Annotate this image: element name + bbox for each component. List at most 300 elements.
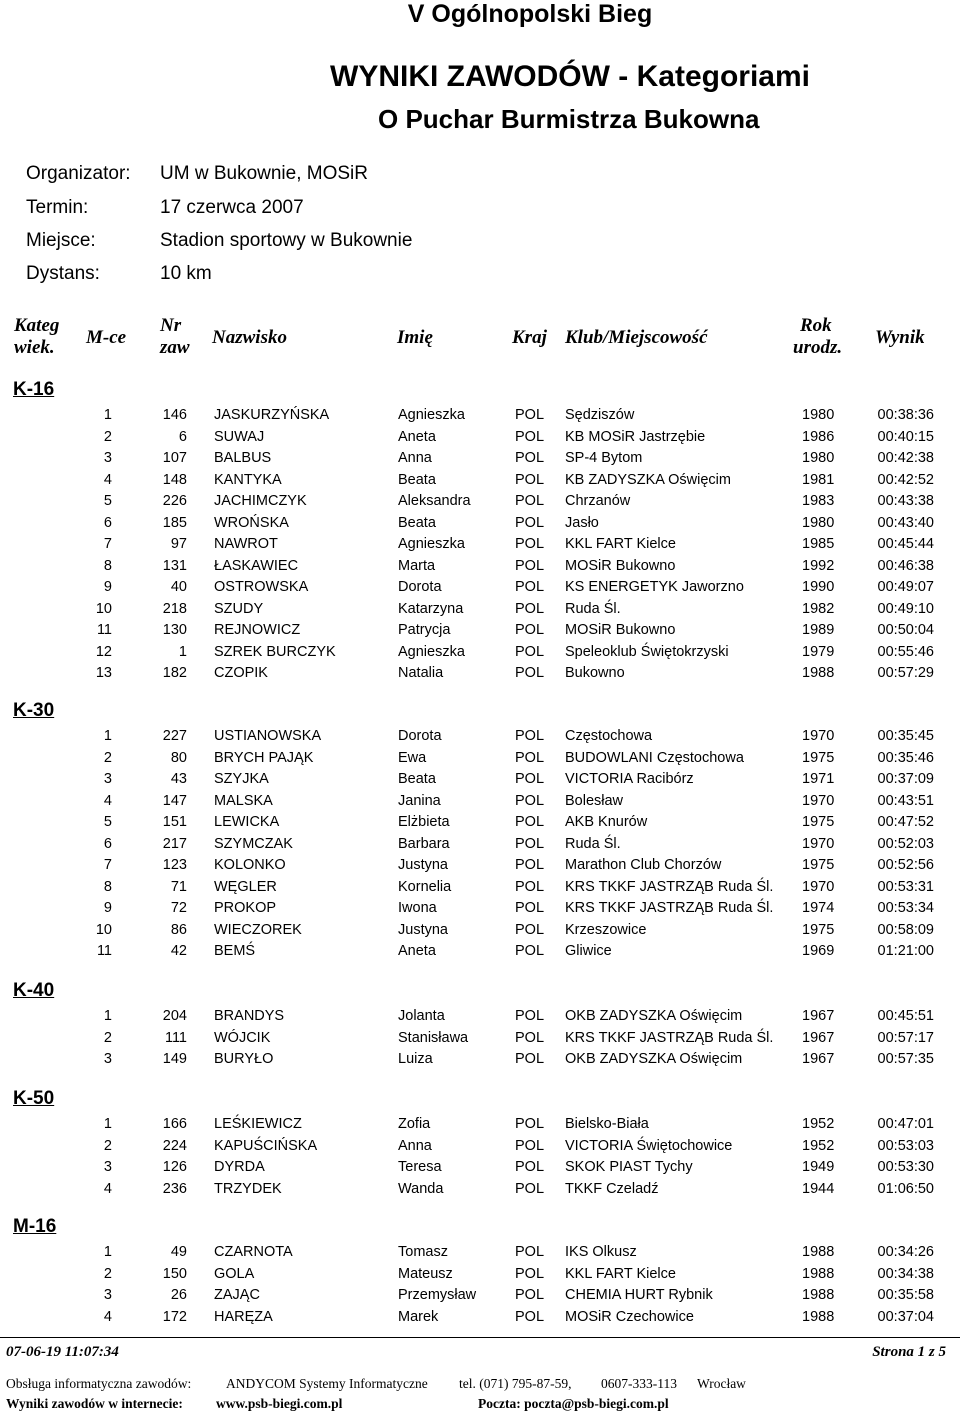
cell-result: 00:57:35 [877, 1051, 934, 1067]
cell-bib: 131 [162, 557, 187, 574]
cell-bib: 182 [162, 665, 187, 681]
cell-country: POL [515, 857, 545, 873]
cell-result: 00:53:31 [877, 878, 934, 895]
cell-place: 4 [103, 1180, 112, 1197]
table-row [0, 728, 960, 748]
cell-bib: 149 [162, 1051, 187, 1067]
cell-birth-year: 1992 [802, 557, 835, 574]
cell-surname: LEŚKIEWICZ [214, 1116, 302, 1132]
cell-surname: JACHIMCZYK [214, 493, 307, 509]
cell-result: 00:57:29 [877, 665, 934, 681]
cell-birth-year: 1969 [802, 943, 835, 959]
cell-result: 00:52:56 [877, 857, 934, 873]
cell-birth-year: 1967 [802, 1029, 835, 1046]
cell-first-name: Agnieszka [398, 536, 465, 552]
cell-birth-year: 1949 [802, 1159, 835, 1175]
cell-birth-year: 1980 [802, 514, 835, 531]
footer-web-label: Wyniki zawodów w internecie: [6, 1396, 183, 1411]
cell-place: 6 [103, 835, 112, 852]
cell-place: 1 [103, 728, 112, 744]
cell-surname: CZOPIK [214, 665, 268, 681]
cell-bib: 185 [162, 514, 187, 531]
print-timestamp: 07-06-19 11:07:34 [6, 1344, 119, 1360]
cell-country: POL [515, 749, 545, 766]
cell-bib: 147 [162, 792, 187, 809]
cell-place: 11 [96, 943, 112, 959]
table-row [0, 644, 960, 664]
cell-surname: WĘGLER [214, 878, 277, 895]
cell-surname: SZREK BURCZYK [214, 643, 336, 660]
cell-country: POL [515, 1051, 545, 1067]
event-title: V Ogólnopolski Bieg [407, 0, 653, 28]
cell-country: POL [515, 921, 545, 938]
table-row [0, 1008, 960, 1028]
category-heading: K-16 [13, 379, 55, 400]
cell-first-name: Beata [398, 514, 436, 531]
cell-surname: BURYŁO [214, 1051, 274, 1067]
page-number: Strona 1 z 5 [872, 1344, 946, 1360]
cell-birth-year: 1975 [802, 814, 835, 830]
cell-surname: JASKURZYŃSKA [214, 407, 330, 423]
cell-club: OKB ZADYSZKA Oświęcim [565, 1008, 743, 1024]
cell-country: POL [515, 900, 545, 916]
cell-first-name: Barbara [398, 835, 450, 852]
cell-club: Chrzanów [565, 493, 631, 509]
cell-surname: ŁASKAWIEC [214, 557, 299, 574]
cell-first-name: Luiza [398, 1051, 433, 1067]
cell-bib: 26 [170, 1287, 187, 1303]
cell-result: 00:34:26 [877, 1244, 934, 1260]
cell-birth-year: 1967 [802, 1051, 835, 1067]
cell-bib: 71 [170, 878, 187, 895]
cell-place: 10 [95, 921, 112, 938]
cell-birth-year: 1983 [802, 493, 835, 509]
cell-result: 00:42:38 [877, 450, 934, 466]
cell-surname: KOLONKO [214, 857, 286, 873]
cell-birth-year: 1988 [802, 1265, 835, 1282]
cell-club: Jasło [565, 514, 599, 531]
col-header-firstname: Imię [397, 327, 433, 348]
cell-place: 5 [103, 814, 112, 830]
cell-club: Krzeszowice [565, 921, 647, 938]
table-row [0, 1309, 960, 1329]
cell-bib: 111 [164, 1029, 187, 1046]
cell-first-name: Aneta [398, 428, 436, 445]
cell-club: Bolesław [565, 792, 624, 809]
cell-result: 00:53:34 [877, 900, 934, 916]
cell-place: 2 [103, 749, 112, 766]
cell-country: POL [515, 600, 545, 617]
cell-bib: 126 [162, 1159, 187, 1175]
cell-surname: NAWROT [214, 536, 278, 552]
cell-club: KKL FART Kielce [565, 1265, 676, 1282]
cell-place: 4 [103, 792, 112, 809]
cell-first-name: Aneta [398, 943, 436, 959]
table-row [0, 836, 960, 856]
table-row [0, 793, 960, 813]
cell-country: POL [515, 514, 545, 531]
cell-club: IKS Olkusz [565, 1244, 637, 1260]
cell-surname: OSTROWSKA [214, 579, 309, 595]
cell-country: POL [515, 792, 545, 809]
table-row [0, 1287, 960, 1307]
table-row [0, 472, 960, 492]
cell-place: 9 [103, 900, 112, 916]
table-row [0, 1116, 960, 1136]
cell-place: 8 [103, 557, 112, 574]
cell-country: POL [515, 471, 545, 488]
category-heading: M-16 [13, 1216, 57, 1237]
cell-surname: LEWICKA [214, 814, 280, 830]
cell-surname: PROKOP [214, 900, 277, 916]
cell-club: Sędziszów [565, 407, 635, 423]
organizer-value: UM w Bukownie, MOSiR [160, 163, 368, 184]
cell-place: 2 [103, 428, 112, 445]
cell-result: 00:53:30 [877, 1159, 934, 1175]
cell-surname: WÓJCIK [214, 1029, 271, 1046]
cell-country: POL [515, 943, 545, 959]
cell-club: VICTORIA Racibórz [565, 771, 694, 787]
cell-result: 00:35:46 [877, 749, 934, 766]
cell-country: POL [515, 622, 545, 638]
results-title: WYNIKI ZAWODÓW - Kategoriami [330, 60, 810, 93]
table-row [0, 879, 960, 899]
cell-country: POL [515, 771, 545, 787]
cell-birth-year: 1944 [802, 1180, 835, 1197]
cell-club: KKL FART Kielce [565, 536, 676, 552]
col-header-bib: Nr [160, 315, 182, 336]
cell-country: POL [515, 1287, 545, 1303]
cell-bib: 218 [162, 600, 187, 617]
cell-surname: BEMŚ [214, 943, 256, 959]
cell-birth-year: 1990 [802, 579, 835, 595]
table-row [0, 943, 960, 963]
date-value: 17 czerwca 2007 [160, 197, 304, 218]
cell-birth-year: 1986 [802, 428, 835, 445]
table-row [0, 622, 960, 642]
cell-club: KRS TKKF JASTRZĄB Ruda Śl. [565, 878, 774, 895]
cell-surname: SZYJKA [214, 771, 269, 787]
cell-club: CHEMIA HURT Rybnik [565, 1287, 713, 1303]
cell-birth-year: 1982 [802, 600, 835, 617]
cell-club: Gliwice [565, 943, 612, 959]
cell-birth-year: 1980 [802, 407, 835, 423]
cell-club: AKB Knurów [565, 814, 648, 830]
cell-first-name: Teresa [398, 1159, 442, 1175]
cell-first-name: Przemysław [398, 1287, 477, 1303]
cell-country: POL [515, 814, 545, 830]
cell-club: Bielsko-Biała [565, 1116, 649, 1132]
place-label: Miejsce: [26, 230, 96, 251]
cell-bib: 151 [162, 814, 187, 830]
cell-result: 00:50:04 [877, 622, 934, 638]
cell-result: 01:06:50 [877, 1180, 934, 1197]
table-row [0, 1181, 960, 1201]
cell-club: OKB ZADYSZKA Oświęcim [565, 1051, 743, 1067]
cell-result: 00:53:03 [877, 1137, 934, 1154]
cell-result: 00:40:15 [877, 428, 934, 445]
cell-result: 01:21:00 [877, 943, 934, 959]
table-row [0, 814, 960, 834]
cell-country: POL [515, 1244, 545, 1260]
cell-birth-year: 1952 [802, 1116, 835, 1132]
table-row [0, 1159, 960, 1179]
table-row [0, 771, 960, 791]
cell-birth-year: 1979 [802, 643, 835, 660]
cell-bib: 49 [170, 1244, 187, 1260]
footer-mobile: 0607-333-113 [601, 1376, 677, 1391]
cell-bib: 224 [162, 1137, 187, 1154]
table-row [0, 750, 960, 770]
cell-first-name: Justyna [398, 921, 448, 938]
cell-result: 00:45:51 [877, 1008, 934, 1024]
cell-bib: 130 [162, 622, 187, 638]
cell-birth-year: 1974 [802, 900, 835, 916]
cell-bib: 97 [170, 536, 187, 552]
cell-first-name: Ewa [398, 749, 427, 766]
cell-result: 00:58:09 [877, 921, 934, 938]
col-header-surname: Nazwisko [212, 327, 287, 348]
footer-phone: tel. (071) 795-87-59, [459, 1376, 572, 1391]
category-heading: K-30 [13, 700, 55, 721]
cell-birth-year: 1988 [802, 1308, 835, 1325]
cell-bib: 86 [170, 921, 187, 938]
cell-place: 1 [103, 1116, 112, 1132]
cell-place: 4 [103, 1308, 112, 1325]
cell-club: MOSiR Czechowice [565, 1308, 694, 1325]
cell-place: 4 [103, 471, 112, 488]
date-label: Termin: [26, 197, 89, 218]
cell-place: 1 [103, 407, 112, 423]
cell-bib: 227 [162, 728, 187, 744]
table-row [0, 601, 960, 621]
cell-country: POL [515, 1137, 545, 1154]
cell-country: POL [515, 1116, 545, 1132]
cell-first-name: Janina [398, 792, 441, 809]
cell-place: 2 [103, 1265, 112, 1282]
cell-bib: 72 [170, 900, 187, 916]
cell-place: 3 [103, 1287, 112, 1303]
cell-surname: REJNOWICZ [214, 622, 301, 638]
cell-place: 7 [103, 857, 112, 873]
cell-first-name: Mateusz [398, 1265, 453, 1282]
cell-place: 2 [103, 1137, 112, 1154]
cell-birth-year: 1970 [802, 878, 835, 895]
cell-club: Marathon Club Chorzów [565, 857, 722, 873]
footer-email[interactable]: Poczta: poczta@psb-biegi.com.pl [478, 1396, 669, 1411]
table-row [0, 450, 960, 470]
cell-surname: USTIANOWSKA [214, 728, 322, 744]
cell-country: POL [515, 728, 545, 744]
cell-club: BUDOWLANI Częstochowa [565, 749, 744, 766]
cell-birth-year: 1975 [802, 921, 835, 938]
category-heading: K-50 [13, 1088, 55, 1109]
cell-surname: GOLA [214, 1265, 255, 1282]
cell-result: 00:38:36 [877, 407, 934, 423]
footer-service-label: Obsługa informatyczna zawodów: [6, 1376, 192, 1391]
cell-birth-year: 1988 [802, 665, 835, 681]
cell-country: POL [515, 665, 545, 681]
col-header-bib-2: zaw [160, 337, 190, 358]
cell-bib: 226 [162, 493, 187, 509]
cell-bib: 6 [178, 428, 187, 445]
table-row [0, 1051, 960, 1071]
cell-first-name: Anna [398, 450, 432, 466]
cell-first-name: Tomasz [398, 1244, 448, 1260]
cell-birth-year: 1980 [802, 450, 835, 466]
col-header-club: Klub/Miejscowość [565, 327, 708, 348]
cell-place: 3 [103, 1159, 112, 1175]
table-row [0, 515, 960, 535]
cell-place: 3 [103, 1051, 112, 1067]
cell-birth-year: 1970 [802, 835, 835, 852]
cell-result: 00:35:58 [877, 1287, 934, 1303]
cell-first-name: Kornelia [398, 878, 452, 895]
table-row [0, 536, 960, 556]
cell-country: POL [515, 579, 545, 595]
col-header-category-2: wiek. [14, 337, 55, 358]
cell-first-name: Marek [398, 1308, 439, 1325]
cup-title: O Puchar Burmistrza Bukowna [378, 104, 760, 134]
cell-bib: 148 [162, 471, 187, 488]
cell-first-name: Iwona [398, 900, 437, 916]
cell-club: Częstochowa [565, 728, 653, 744]
cell-birth-year: 1985 [802, 536, 835, 552]
cell-result: 00:47:01 [877, 1116, 934, 1132]
cell-country: POL [515, 643, 545, 660]
cell-surname: DYRDA [214, 1159, 265, 1175]
cell-result: 00:45:44 [877, 536, 934, 552]
cell-result: 00:49:10 [877, 600, 934, 617]
cell-place: 3 [103, 771, 112, 787]
cell-club: MOSiR Bukowno [565, 557, 676, 574]
cell-place: 8 [103, 878, 112, 895]
cell-place: 1 [103, 1244, 112, 1260]
cell-surname: WIECZOREK [214, 921, 302, 938]
cell-surname: BRYCH PAJĄK [214, 749, 314, 766]
organizer-label: Organizator: [26, 163, 131, 184]
cell-place: 1 [103, 1008, 112, 1024]
cell-place: 11 [96, 622, 112, 638]
cell-country: POL [515, 407, 545, 423]
cell-first-name: Patrycja [398, 622, 451, 638]
cell-club: Ruda Śl. [565, 600, 621, 617]
cell-bib: 40 [170, 579, 187, 595]
table-row [0, 857, 960, 877]
cell-surname: CZARNOTA [214, 1244, 293, 1260]
cell-country: POL [515, 1029, 545, 1046]
cell-surname: TRZYDEK [214, 1180, 282, 1197]
cell-bib: 107 [162, 450, 187, 466]
cell-bib: 236 [162, 1180, 187, 1197]
table-row [0, 493, 960, 513]
cell-result: 00:46:38 [877, 557, 934, 574]
cell-result: 00:43:40 [877, 514, 934, 531]
cell-birth-year: 1981 [802, 471, 835, 488]
cell-place: 2 [103, 1029, 112, 1046]
cell-country: POL [515, 1180, 545, 1197]
cell-first-name: Wanda [398, 1180, 444, 1197]
cell-country: POL [515, 835, 545, 852]
cell-country: POL [515, 428, 545, 445]
cell-birth-year: 1975 [802, 857, 835, 873]
cell-first-name: Natalia [398, 665, 444, 681]
cell-club: TKKF Czeladź [565, 1180, 659, 1197]
cell-result: 00:55:46 [877, 643, 934, 660]
cell-first-name: Katarzyna [398, 600, 464, 617]
table-row [0, 1030, 960, 1050]
cell-club: Bukowno [565, 665, 625, 681]
cell-club: KRS TKKF JASTRZĄB Ruda Śl. [565, 900, 774, 916]
cell-birth-year: 1988 [802, 1287, 835, 1303]
cell-club: KRS TKKF JASTRZĄB Ruda Śl. [565, 1029, 774, 1046]
table-row [0, 579, 960, 599]
cell-surname: WROŃSKA [214, 514, 289, 531]
cell-club: KS ENERGETYK Jaworzno [565, 579, 744, 595]
cell-place: 13 [95, 665, 112, 681]
cell-bib: 150 [162, 1265, 187, 1282]
cell-place: 5 [103, 493, 112, 509]
cell-result: 00:37:09 [877, 771, 934, 787]
footer-company: ANDYCOM Systemy Informatyczne [226, 1376, 428, 1391]
category-heading: K-40 [13, 980, 55, 1001]
cell-country: POL [515, 1265, 545, 1282]
col-header-result: Wynik [875, 327, 925, 348]
cell-first-name: Beata [398, 771, 436, 787]
table-row [0, 558, 960, 578]
cell-first-name: Marta [398, 557, 436, 574]
cell-first-name: Elżbieta [398, 814, 450, 830]
cell-birth-year: 1970 [802, 792, 835, 809]
cell-birth-year: 1971 [802, 771, 835, 787]
cell-country: POL [515, 450, 545, 466]
cell-bib: 42 [170, 943, 187, 959]
cell-bib: 217 [162, 835, 187, 852]
cell-bib: 166 [162, 1116, 187, 1132]
cell-place: 9 [103, 579, 112, 595]
cell-birth-year: 1967 [802, 1008, 835, 1024]
cell-club: Ruda Śl. [565, 835, 621, 852]
cell-result: 00:34:38 [877, 1265, 934, 1282]
col-header-birthyear-2: urodz. [793, 337, 843, 358]
cell-club: Speleoklub Świętokrzyski [565, 643, 729, 660]
cell-first-name: Zofia [398, 1116, 431, 1132]
cell-club: MOSiR Bukowno [565, 622, 676, 638]
table-row [0, 665, 960, 685]
cell-country: POL [515, 557, 545, 574]
cell-country: POL [515, 878, 545, 895]
cell-birth-year: 1988 [802, 1244, 835, 1260]
cell-result: 00:35:45 [877, 728, 934, 744]
cell-surname: ZAJĄC [214, 1287, 260, 1303]
cell-country: POL [515, 536, 545, 552]
table-row [0, 407, 960, 427]
cell-birth-year: 1975 [802, 749, 835, 766]
place-value: Stadion sportowy w Bukownie [160, 230, 413, 251]
distance-label: Dystans: [26, 263, 100, 284]
distance-value: 10 km [160, 263, 212, 284]
footer-website-link[interactable]: www.psb-biegi.com.pl [216, 1396, 343, 1411]
cell-first-name: Dorota [398, 579, 442, 595]
cell-club: SP-4 Bytom [565, 450, 643, 466]
cell-birth-year: 1989 [802, 622, 835, 638]
cell-result: 00:37:04 [877, 1308, 934, 1325]
cell-country: POL [515, 1308, 545, 1325]
cell-place: 10 [95, 600, 112, 617]
col-header-birthyear: Rok [800, 315, 832, 336]
cell-country: POL [515, 1008, 545, 1024]
col-header-country: Kraj [512, 327, 547, 348]
